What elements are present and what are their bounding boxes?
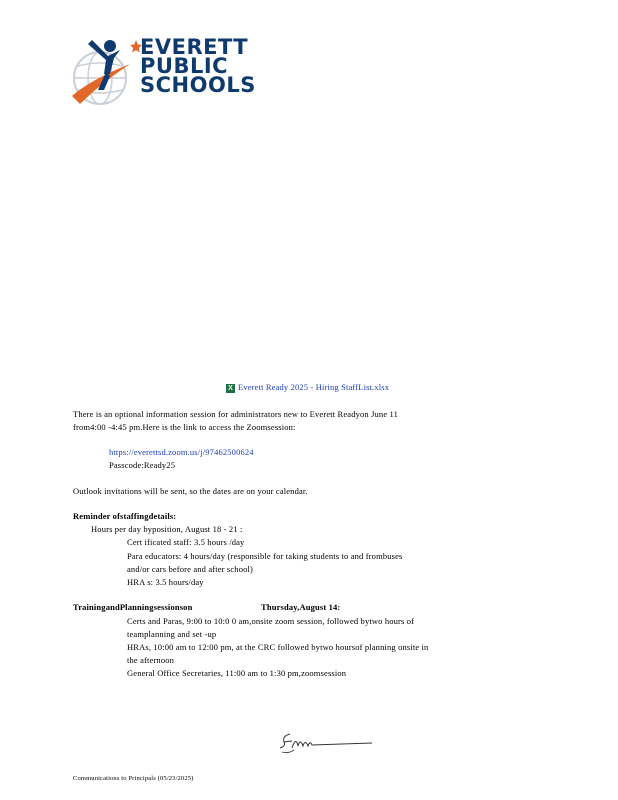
outlook-note: Outlook invitations will be sent, so the dates are on your calendar. (73, 486, 308, 496)
logo-wordmark (140, 35, 256, 97)
excel-file-icon: X (226, 384, 235, 393)
footer-text: Communications to Principals (05/23/2025) (73, 775, 194, 782)
training-heading-b: Thursday,August 14: (261, 602, 341, 612)
training-item-secretaries: General Office Secretaries, 11:00 am to 1:30 pm,zoomsession (127, 668, 347, 678)
signature-image (276, 728, 376, 756)
intro-line-2: from4:00 -4:45 pm.Here is the link to access the Zoomsession: (73, 422, 296, 432)
training-item-hras-cont: the afternoon (127, 655, 175, 665)
reminder-item-para-cont: and/or cars before and after school) (127, 564, 253, 574)
attachment-link[interactable] (226, 382, 389, 393)
passcode-text: Passcode:Ready25 (109, 460, 176, 470)
reminder-item-para: Para educators: 4 hours/day (responsible for taking students to and frombuses (127, 551, 403, 561)
training-item-certs-cont: teamplanning and set -up (127, 629, 217, 639)
district-logo (70, 34, 256, 114)
zoom-link[interactable]: https://everettsd.zoom.us/j/97462500624 (109, 447, 254, 457)
reminder-heading: Reminder ofstaffingdetails: (73, 511, 177, 521)
reminder-item-hra: HRA s: 3.5 hours/day (127, 577, 204, 587)
attachment-filename: Everett Ready 2025 - Hiring StaffList.xlsx (238, 382, 390, 392)
reminder-item-certificated: Cert ificated staff: 3.5 hours /day (127, 537, 245, 547)
training-item-hras: HRAs, 10:00 am to 12:00 pm, at the CRC followed bytwo hoursof planning onsite in (127, 642, 429, 652)
reminder-hours-line: Hours per day byposition, August 18 - 21 : (91, 524, 243, 534)
intro-line-1: There is an optional information session for administrators new to Everett Readyon June 11 (73, 409, 399, 419)
logo-globe-icon (70, 34, 142, 114)
logo-line-3: SCHOOLS (140, 73, 256, 97)
logo-line-1: EVERETT (140, 35, 249, 59)
logo-line-2: PUBLIC (140, 54, 229, 78)
training-item-certs: Certs and Paras, 9:00 to 10:0 0 am,onsite zoom session, followed bytwo hours of (127, 616, 415, 626)
training-heading-a: TrainingandPlanningsessionson (73, 602, 193, 612)
